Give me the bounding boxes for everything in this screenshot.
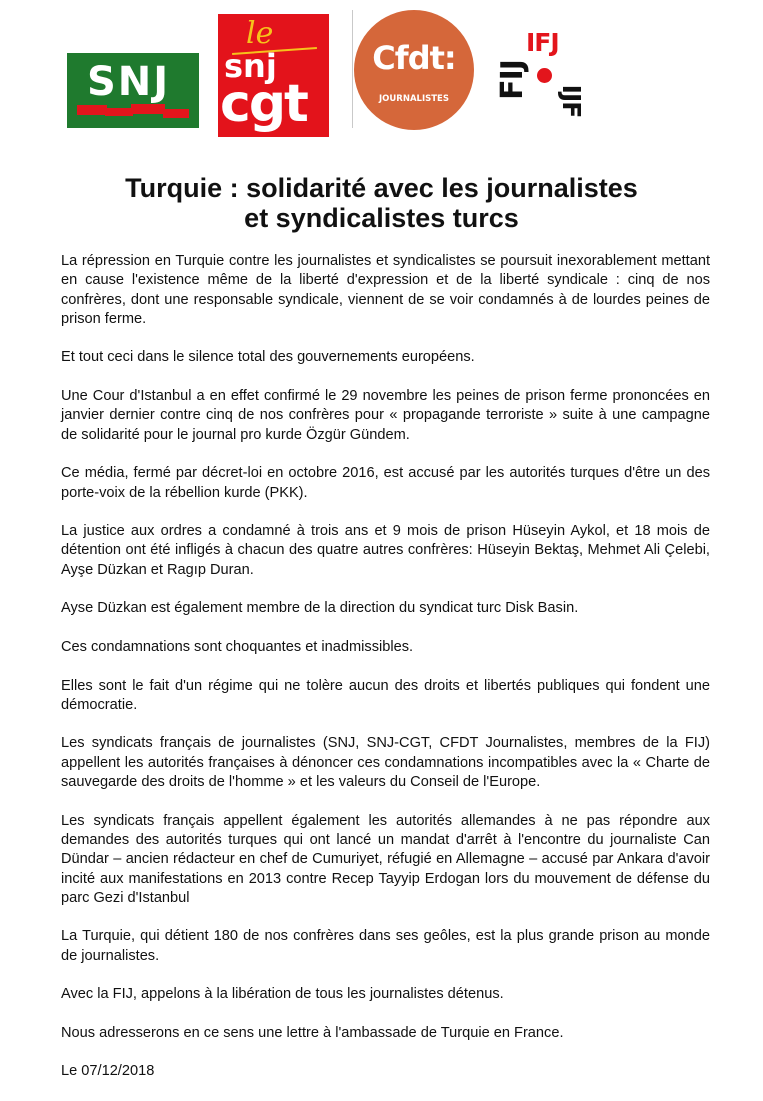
paragraph: Une Cour d'Istanbul a en effet confirmé le 29 novembre les peines de prison ferme prononcées en janvier dernier contre cinq de nos confrères pour « propagande terroriste » suite à une campagne de solidarité pour le journal pro kurde Özgür Gündem. (61, 388, 710, 443)
paragraph: Ces condamnations sont choquantes et inadmissibles. (61, 638, 414, 655)
document-title (40, 173, 723, 233)
cfdt-logo-name: Cfdt: (372, 39, 456, 77)
ifj-logo-vertical-left: FIJ (495, 60, 530, 100)
snj-logo-text: SNJ (87, 59, 171, 105)
snj-logo (67, 53, 199, 128)
document-body (61, 252, 710, 1101)
paragraph: Avec la FIJ, appelons à la libération de tous les journalistes détenus. (61, 986, 504, 1003)
cfdt-logo (354, 10, 474, 130)
paragraph: Les syndicats français appellent également les autorités allemandes à ne pas répondre aux demandes des autorités turques qui ont lancé un mandat d'arrêt à l'encontre du journaliste Can Dündar – ancien rédacteur en chef de Cumuriyet, réfugié en Allemagne – accusé par Ankara d'avoir incité aux manifestations en 2013 contre Recep Tayyip Erdogan lors du mouvement de défense du parc Gezi d'Istanbul (61, 812, 710, 906)
title-line-1: Turquie : solidarité avec les journalistes (125, 173, 638, 203)
paragraph: Les syndicats français de journalistes (SNJ, SNJ-CGT, CFDT Journalistes, membres de la FIJ) appellent les autorités françaises à dénoncer ces condamnations incompatibles avec la « Charte de sauvegarde des droits de l'homme » et les valeurs du Conseil de l'Europe. (61, 735, 710, 791)
logo-divider (352, 10, 353, 128)
paragraph: Elles sont le fait d'un régime qui ne tolère aucun des droits et libertés publiques qui fondent une démocratie. (61, 677, 710, 713)
document-date: Le 07/12/2018 (61, 1063, 155, 1080)
paragraph: La justice aux ordres a condamné à trois ans et 9 mois de prison Hüseyin Aykol, et 18 mois de détention ont été infligés à chacun des quatre autres confrères: Hüseyin Bektaş, Mehmet Ali Çelebi, Ayşe Düzkan et Ragıp Duran. (61, 523, 710, 578)
snj-red-stripe (163, 109, 189, 118)
paragraph: Nous adresserons en ce sens une lettre à l'ambassade de Turquie en France. (61, 1024, 564, 1041)
ifj-logo-vertical-right: IJF (557, 84, 586, 118)
ifj-logo (490, 30, 584, 128)
ifj-logo-top: IFJ (526, 28, 559, 57)
paragraph: La répression en Turquie contre les journalistes et syndicalistes se poursuit inexorablement mettant en cause l'existence même de la liberté d'expression et de la liberté syndicale : cinq de nos confrères, dont une responsable syndicale, viennent de se voir condamnés à de lourdes peines de prison ferme. (61, 253, 710, 327)
paragraph: Et tout ceci dans le silence total des gouvernements européens. (61, 349, 475, 366)
cfdt-logo-subtitle: JOURNALISTES (379, 94, 449, 104)
title-line-2: et syndicalistes turcs (244, 203, 519, 233)
ifj-logo-dot (537, 68, 552, 83)
snj-cgt-logo (218, 14, 329, 137)
snj-cgt-script: le (246, 16, 274, 51)
snj-cgt-line1: snj (224, 47, 277, 85)
snj-red-stripe (105, 108, 133, 116)
logo-banner (0, 0, 763, 150)
snj-cgt-line2: cgt (220, 74, 307, 134)
snj-red-stripe (131, 104, 165, 114)
paragraph: Ayse Düzkan est également membre de la direction du syndicat turc Disk Basin. (61, 600, 579, 617)
paragraph: La Turquie, qui détient 180 de nos confrères dans ses geôles, est la plus grande prison au monde de journalistes. (61, 928, 710, 964)
snj-red-stripe (77, 105, 107, 115)
paragraph: Ce média, fermé par décret-loi en octobre 2016, est accusé par les autorités turques d'être un des porte-voix de la rébellion kurde (PKK). (61, 465, 710, 501)
